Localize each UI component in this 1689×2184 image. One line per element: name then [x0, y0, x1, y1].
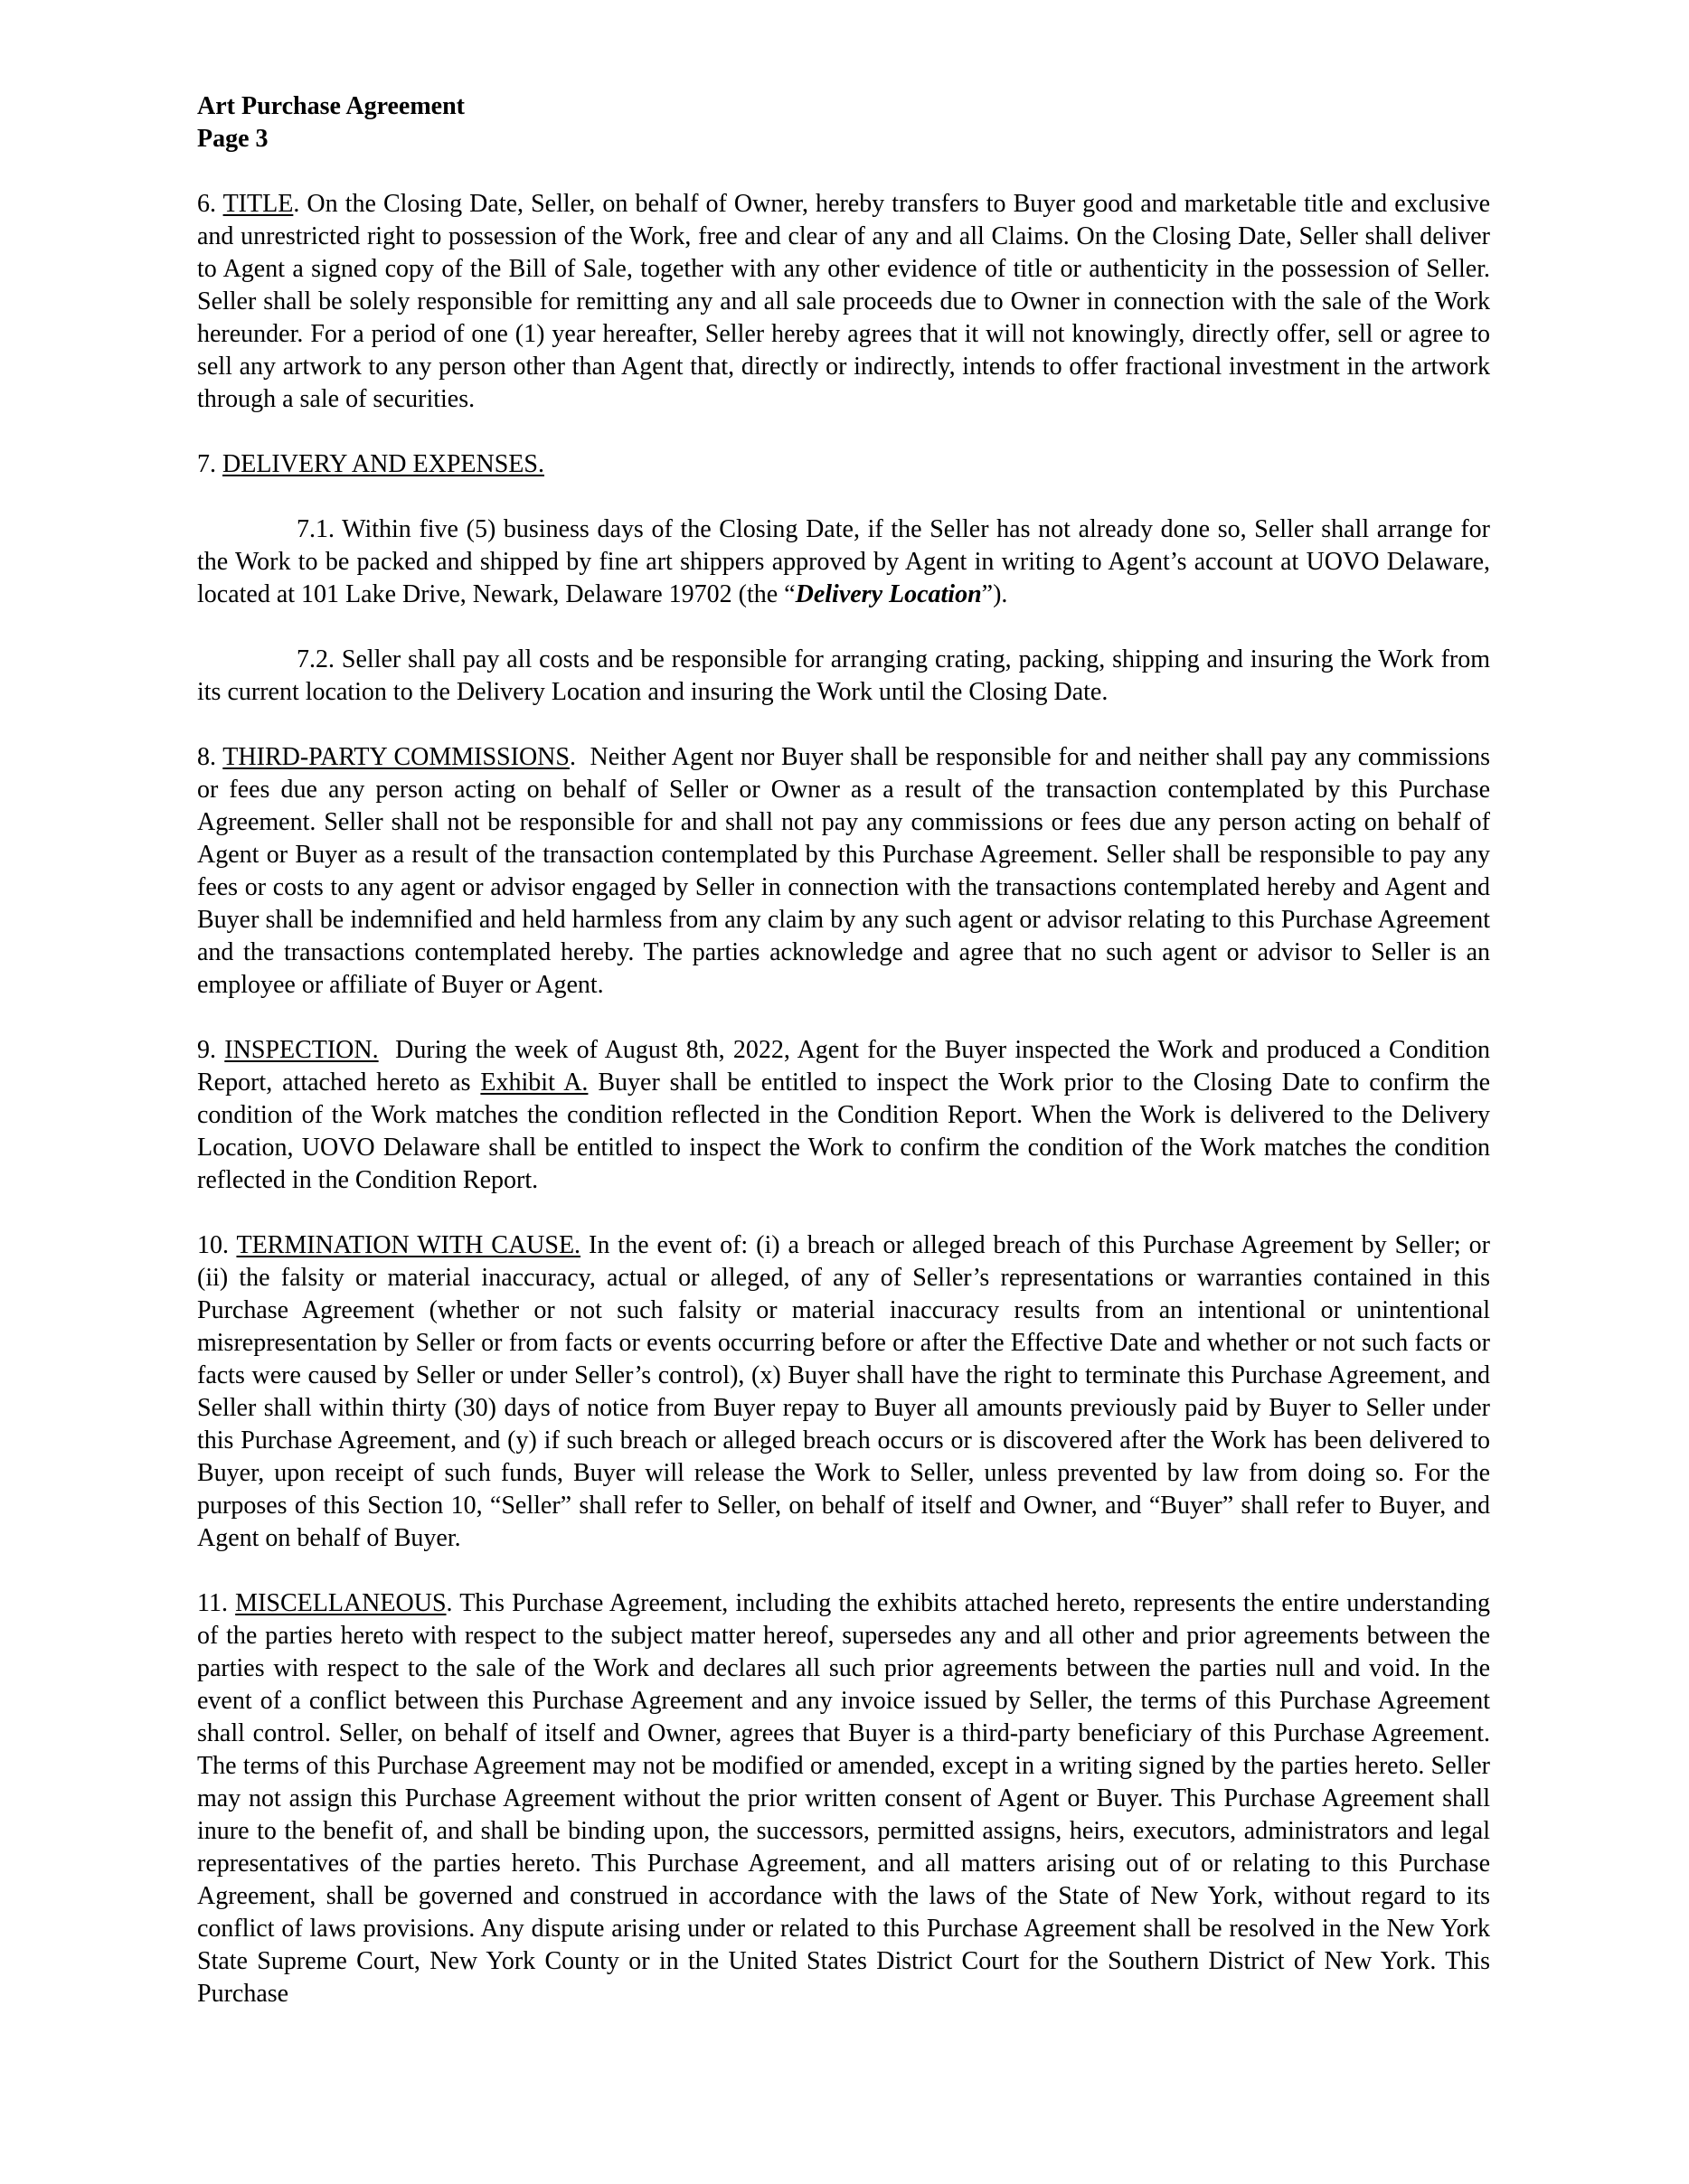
- text-run: In the event of: (i) a breach or alleged breach of this Purchase Agreement by Seller; or (ii) the falsity or material inaccuracy, actual or alleged, of any of Seller’s representations or warranties contained in this Purchase Agreement (whether or not such falsity or material inaccuracy results from an intentional or unintentional misrepresentation by Seller or from facts or events occurring before or after the Effective Date and whether or not such facts or facts were caused by Seller or under Seller’s control), (x) Buyer shall have the right to terminate this Purchase Agreement, and Seller shall within thirty (30) days of notice from Buyer repay to Buyer all amounts previously paid by Buyer to Seller under this Purchase Agreement, and (y) if such breach or alleged breach occurs or is discovered after the Work has been delivered to Buyer, upon receipt of such funds, Buyer will release the Work to Seller, unless prevented by law from doing so. For the purposes of this Section 10, “Seller” shall refer to Seller, on behalf of itself and Owner, and “Buyer” shall refer to Buyer, and Agent on behalf of Buyer.: [197, 1231, 1496, 1552]
- underlined-text: TERMINATION WITH CAUSE.: [236, 1231, 581, 1259]
- paragraph-section-7-heading: [197, 448, 1490, 481]
- text-run: . This Purchase Agreement, including the exhibits attached hereto, represents the entire understanding of the parties hereto with respect to the subject matter hereof, supersedes any and all other and prior agreements between the parties with respect to the sale of the Work and declares all such prior agreements between the parties null and void. In the event of a conflict between this Purchase Agreement and any invoice issued by Seller, the terms of this Purchase Agreement shall control. Seller, on behalf of itself and Owner, agrees that Buyer is a third-party beneficiary of this Purchase Agreement. The terms of this Purchase Agreement may not be modified or amended, except in a writing signed by the parties hereto. Seller may not assign this Purchase Agreement without the prior written consent of Agent or Buyer. This Purchase Agreement shall inure to the benefit of, and shall be binding upon, the successors, permitted assigns, heirs, executors, administrators and legal representatives of the parties hereto. This Purchase Agreement, and all matters arising out of or relating to this Purchase Agreement, shall be governed and construed in accordance with the laws of the State of New York, without regard to its conflict of laws provisions. Any dispute arising under or related to this Purchase Agreement shall be resolved in the New York State Supreme Court, New York County or in the United States District Court for the Southern District of New York. This Purchase: [197, 1589, 1497, 2008]
- paragraph-section-8-third-party-commissions: [197, 741, 1496, 1002]
- paragraph-section-11-miscellaneous: [197, 1587, 1497, 2010]
- text-run: . Neither Agent nor Buyer shall be responsible for and neither shall pay any commissions or fees due any person acting on behalf of Seller or Owner as a result of the transaction contemplated by this Purchase Agreement. Seller shall not be responsible for and shall not pay any commissions or fees due any person acting on behalf of Agent or Buyer as a result of the transaction contemplated by this Purchase Agreement. Seller shall be responsible to pay any fees or costs to any agent or advisor engaged by Seller in connection with the transactions contemplated hereby and Agent and Buyer shall be indemnified and held harmless from any claim by any such agent or advisor relating to this Purchase Agreement and the transactions contemplated hereby. The parties acknowledge and agree that no such agent or advisor to Seller is an employee or affiliate of Buyer or Agent.: [197, 743, 1496, 999]
- underlined-text: THIRD-PARTY COMMISSIONS: [222, 743, 570, 771]
- paragraph-section-6-title: [197, 188, 1496, 416]
- text-run: 11.: [197, 1589, 236, 1617]
- text-run: 6.: [197, 190, 223, 218]
- underlined-text: TITLE: [222, 190, 294, 218]
- text-run: 9.: [197, 1036, 225, 1064]
- underlined-text: Exhibit A.: [480, 1068, 589, 1097]
- paragraph-section-7-2: [197, 644, 1496, 709]
- document-body: [197, 188, 1497, 2010]
- underlined-text: DELIVERY AND EXPENSES.: [222, 450, 544, 478]
- text-run: 8.: [197, 743, 223, 771]
- bold-italic-text: Delivery Location: [795, 580, 982, 608]
- text-run: 7.1. Within five (5) business days of the Closing Date, if the Seller has not already done so, Seller shall arrange for the Work to be packed and shipped by fine art shippers approved by Agent in writing to Agent’s account at UOVO Delaware, located at 101 Lake Drive, Newark, Delaware 19702 (the “: [197, 515, 1496, 608]
- underlined-text: INSPECTION.: [224, 1036, 379, 1064]
- text-run: Buyer shall be entitled to inspect the Work prior to the Closing Date to confirm the condition of the Work matches the condition reflected in the Condition Report. When the Work is delivered to the Delivery Location, UOVO Delaware shall be entitled to inspect the Work to confirm the condition of the Work matches the condition reflected in the Condition Report.: [197, 1068, 1496, 1194]
- paragraph-section-10-termination-with-cause: [197, 1229, 1496, 1555]
- text-run: . On the Closing Date, Seller, on behalf of Owner, hereby transfers to Buyer good and marketable title and exclusive and unrestricted right to possession of the Work, free and clear of any and all Claims. On the Closing Date, Seller shall deliver to Agent a signed copy of the Bill of Sale, together with any other evidence of title or authenticity in the possession of Seller. Seller shall be solely responsible for remitting any and all sale proceeds due to Owner in connection with the sale of the Work hereunder. For a period of one (1) year hereafter, Seller hereby agrees that it will not knowingly, directly offer, sell or agree to sell any artwork to any person other than Agent that, directly or indirectly, intends to offer fractional investment in the artwork through a sale of securities.: [197, 190, 1496, 413]
- text-run: 7.2. Seller shall pay all costs and be responsible for arranging crating, packing, shipping and insuring the Work from its current location to the Delivery Location and insuring the Work until the Closing Date.: [197, 645, 1496, 706]
- text-run: ”).: [981, 580, 1008, 608]
- underlined-text: MISCELLANEOUS: [235, 1589, 447, 1617]
- text-run: 10.: [197, 1231, 237, 1259]
- text-run: 7.: [197, 450, 222, 478]
- page-header: [197, 90, 1490, 155]
- paragraph-section-7-1: [197, 513, 1496, 611]
- document-title: Art Purchase Agreement: [197, 92, 465, 120]
- paragraph-section-9-inspection: [197, 1034, 1497, 1197]
- page-number: Page 3: [197, 125, 269, 153]
- text-run: During the week of August 8th, 2022, Agent for the Buyer inspected the Work and produced a Condition Report, attached hereto as: [197, 1036, 1497, 1097]
